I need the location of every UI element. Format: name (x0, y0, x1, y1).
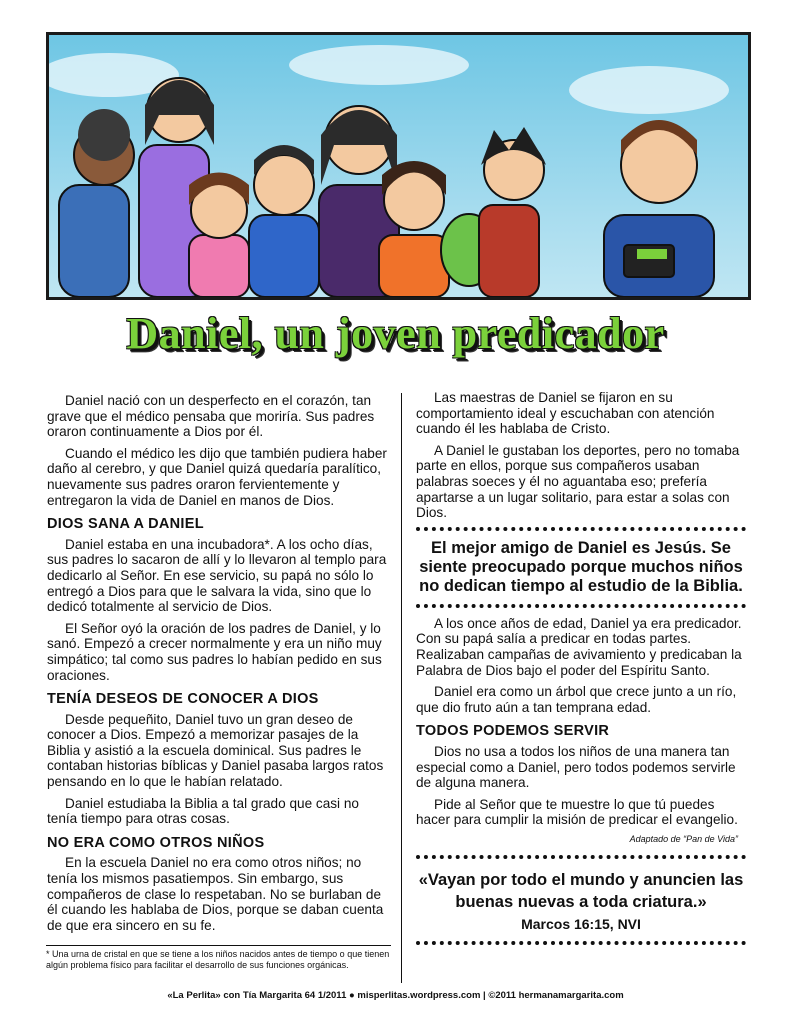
dotted-divider (416, 855, 746, 859)
right-column (416, 390, 746, 945)
column-divider (401, 393, 402, 983)
section-heading-dios-sana: DIOS SANA A DANIEL (47, 516, 204, 533)
footnote: * Una urna de cristal en que se tiene a los niños nacidos antes de tiempo o que tienen algún problema físico para facilitar el desarrollo de sus funciones orgánicas. (46, 945, 391, 978)
intro-paragraph-1: Daniel nació con un desperfecto en el corazón, tan grave que el médico pensaba que moriría. Sus padres oraron continuamente a Dios por él. (47, 393, 375, 440)
right-section-paragraph-1: Dios no usa a todos los niños de una manera tan especial como a Daniel, pero todos podemos servirle de alguna manera. (416, 743, 736, 791)
section-1-paragraph-2: El Señor oyó la oración de los padres de Daniel, y lo sanó. Empezó a crecer normalmente y era un niño muy simpático; tal como sus padres lo habían pedido en sus oraciones. (47, 620, 382, 683)
page-footer: «La Perlita» con Tía Margarita 64 1/2011 ● misperlitas.wordpress.com | ©2011 hermanamargarita.com (167, 990, 624, 1001)
right-paragraph-2: A Daniel le gustaban los deportes, pero no tomaba parte en ellos, porque sus compañeros usaban palabras soeces y él no aguantaba eso; prefería apartarse a un lugar solitario, para estar a solas con Dios. (416, 442, 740, 521)
children-group-illustration-icon (46, 32, 751, 300)
section-heading-deseos: TENÍA DESEOS DE CONOCER A DIOS (47, 691, 319, 708)
section-3-paragraph-1: En la escuela Daniel no era como otros niños; no tenía los mismos pasatiempos. Sin embargo, sus compañeros de clase lo respetaban. No se burlaban de él cuando les hablaba de Dios, porque se daban cuenta de que era sincero en su fe. (47, 855, 384, 933)
right-paragraph-1: Las maestras de Daniel se fijaron en su comportamiento ideal y escuchaban con atención cuando él les hablaba de Cristo. (416, 390, 715, 437)
section-2-paragraph-1: Desde pequeñito, Daniel tuvo un gran deseo de conocer a Dios. Empezó a memorizar pasajes de la Biblia y asistió a la escuela dominical. Sus padres le contaban historias bíblicas y Daniel pasaba largos ratos pensando en lo que le habían relatado. (47, 711, 384, 790)
section-heading-todos: TODOS PODEMOS SERVIR (416, 723, 610, 740)
page-title: Daniel, un joven predicador (126, 309, 665, 358)
section-2-paragraph-2: Daniel estudiaba la Biblia a tal grado que casi no tenía tiempo para otras cosas. (47, 795, 359, 827)
left-column (47, 393, 390, 939)
source-credit: Adaptado de “Pan de Vida” (629, 833, 738, 844)
dotted-divider (416, 941, 746, 945)
bible-verse: «Vayan por todo el mundo y anuncien las buenas nuevas a toda criatura.» (418, 871, 744, 912)
intro-paragraph-2: Cuando el médico les dijo que también pudiera haber daño al cerebro, y que Daniel quizá quedaría paralítico, nuevamente sus padres oraron fervientemente y entregaron la vida de Daniel en manos de Dios. (47, 445, 387, 508)
verse-reference: Marcos 16:15, NVI (521, 916, 641, 933)
section-heading-no-era: NO ERA COMO OTROS NIÑOS (47, 834, 265, 851)
right-section-paragraph-2: Pide al Señor que te muestre lo que tú puedes hacer para cumplir la misión de predicar el evangelio. (416, 796, 738, 828)
right-paragraph-4: Daniel era como un árbol que crece junto a un río, que dio fruto aún a tan temprana edad. (416, 684, 737, 715)
dotted-divider (416, 527, 746, 531)
callout-box: El mejor amigo de Daniel es Jesús. Se siente preocupado porque muchos niños no dedican tiempo al estudio de la Biblia. (419, 538, 743, 595)
section-1-paragraph-1: Daniel estaba en una incubadora*. A los ocho días, sus padres lo sacaron de allí y lo llevaron al templo para dedicarlo al Señor. En ese servicio, su papá no sólo lo entregó a Dios para que le salvara la vida, sino que lo dedicó totalmente al servicio de Dios. (47, 536, 387, 615)
right-paragraph-3: A los once años de edad, Daniel ya era predicador. Con su papá salía a predicar en todas partes. Realizaban campañas de avivamiento y predicaban la Palabra de Dios bajo el poder del Espíritu Santo. (416, 615, 742, 678)
